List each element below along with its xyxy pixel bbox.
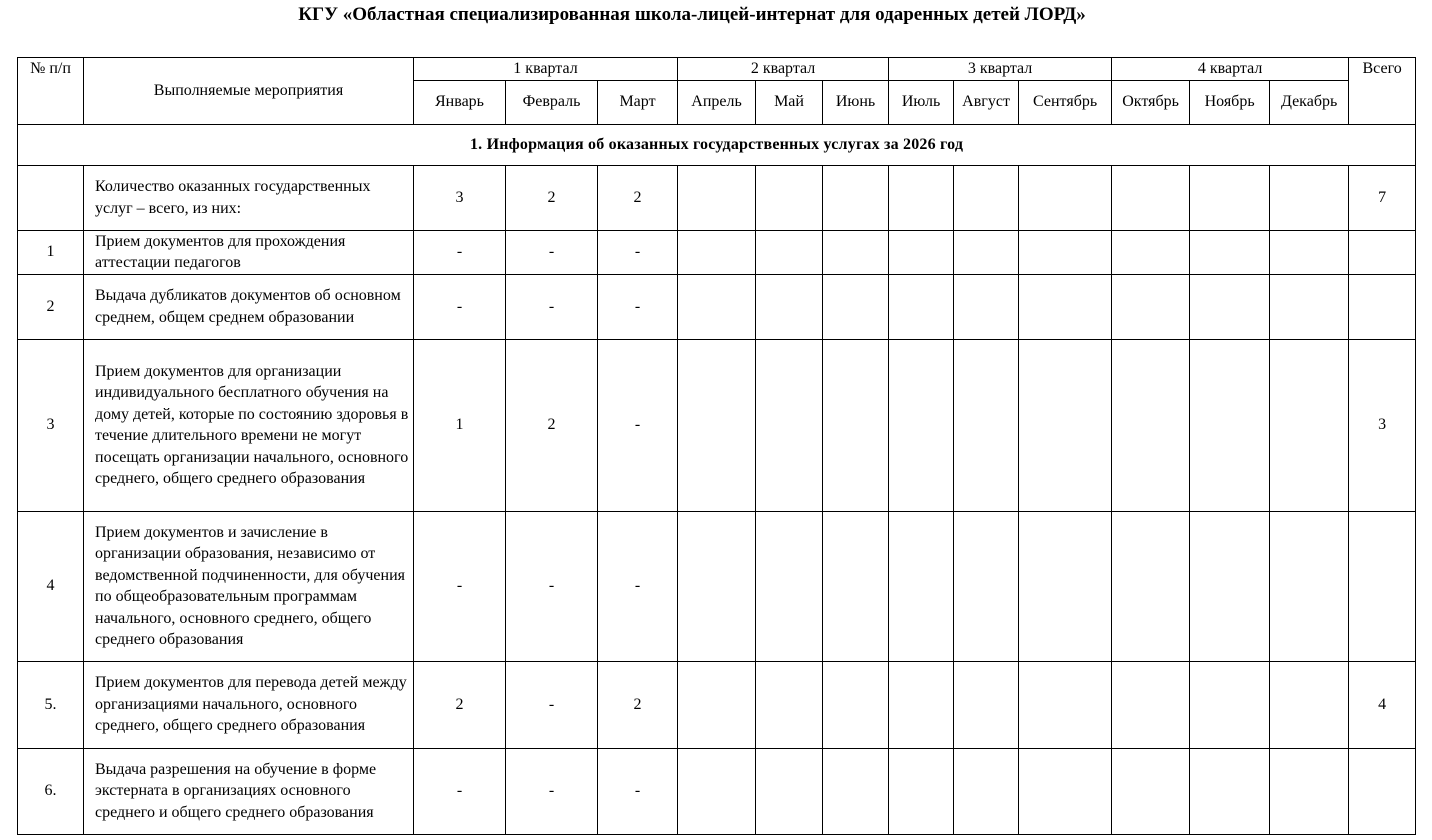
- row-value-sep: [1019, 230, 1112, 274]
- row-value-mar: -: [598, 339, 678, 511]
- row-value-may: [756, 339, 823, 511]
- row-total: [1349, 230, 1416, 274]
- row-value-dec: [1270, 274, 1349, 339]
- row-value-may: [756, 511, 823, 661]
- row-value-mar: 2: [598, 661, 678, 748]
- header-month-nov: Ноябрь: [1190, 80, 1270, 124]
- row-value-jan: 2: [414, 661, 506, 748]
- row-num: 4: [18, 511, 84, 661]
- row-value-feb: -: [506, 748, 598, 834]
- row-value-feb: 2: [506, 165, 598, 230]
- section-row: [18, 124, 1416, 165]
- row-value-aug: [954, 661, 1019, 748]
- row-total: 3: [1349, 339, 1416, 511]
- row-value-nov: [1190, 165, 1270, 230]
- row-value-oct: [1112, 748, 1190, 834]
- row-value-aug: [954, 165, 1019, 230]
- row-num: 1: [18, 230, 84, 274]
- row-value-aug: [954, 274, 1019, 339]
- row-value-sep: [1019, 511, 1112, 661]
- table-row: [18, 339, 1416, 511]
- row-num: 5.: [18, 661, 84, 748]
- row-value-jan: -: [414, 274, 506, 339]
- header-quarter-2: 2 квартал: [678, 58, 889, 81]
- row-value-jun: [823, 511, 889, 661]
- document-title: КГУ «Областная специализированная школа-лицей-интернат для одаренных детей ЛОРД»: [298, 4, 1086, 25]
- row-description: Количество оказанных государственных услуг – всего, из них:: [84, 165, 414, 230]
- row-value-mar: -: [598, 274, 678, 339]
- row-value-dec: [1270, 661, 1349, 748]
- row-value-may: [756, 165, 823, 230]
- row-value-mar: -: [598, 230, 678, 274]
- row-description: Прием документов для организации индивидуального бесплатного обучения на дому детей, которые по состоянию здоровья в течение длительного времени не могут посещать организации начального, основного среднего, общего среднего образования: [84, 339, 414, 511]
- table-row: [18, 165, 1416, 230]
- header-month-feb: Февраль: [506, 80, 598, 124]
- row-value-oct: [1112, 165, 1190, 230]
- row-description: Прием документов и зачисление в организации образования, независимо от ведомственной подчиненности, для обучения по общеобразовательным программам начального, основного среднего, общего среднего образования: [84, 511, 414, 661]
- row-num: 6.: [18, 748, 84, 834]
- row-value-jul: [889, 274, 954, 339]
- row-value-nov: [1190, 274, 1270, 339]
- row-value-oct: [1112, 274, 1190, 339]
- row-value-sep: [1019, 165, 1112, 230]
- row-value-nov: [1190, 748, 1270, 834]
- row-description: Прием документов для перевода детей между организациями начального, основного среднего, общего среднего образования: [84, 661, 414, 748]
- row-value-aug: [954, 511, 1019, 661]
- row-value-jan: -: [414, 511, 506, 661]
- row-value-jan: 1: [414, 339, 506, 511]
- row-value-may: [756, 274, 823, 339]
- row-value-jan: -: [414, 230, 506, 274]
- row-value-sep: [1019, 661, 1112, 748]
- row-value-mar: -: [598, 511, 678, 661]
- row-value-apr: [678, 511, 756, 661]
- header-month-sep: Сентябрь: [1019, 80, 1112, 124]
- row-num: [18, 165, 84, 230]
- row-value-mar: -: [598, 748, 678, 834]
- row-value-jul: [889, 230, 954, 274]
- table-row: [18, 748, 1416, 834]
- row-value-nov: [1190, 511, 1270, 661]
- header-month-may: Май: [756, 80, 823, 124]
- row-value-sep: [1019, 748, 1112, 834]
- row-value-jan: 3: [414, 165, 506, 230]
- row-value-oct: [1112, 511, 1190, 661]
- row-num: 2: [18, 274, 84, 339]
- table-row: [18, 661, 1416, 748]
- row-value-jun: [823, 274, 889, 339]
- row-total: 7: [1349, 165, 1416, 230]
- header-quarter-3: 3 квартал: [889, 58, 1112, 81]
- header-quarter-1: 1 квартал: [414, 58, 678, 81]
- header-quarter-4: 4 квартал: [1112, 58, 1349, 81]
- row-value-nov: [1190, 230, 1270, 274]
- row-value-sep: [1019, 339, 1112, 511]
- row-value-jun: [823, 230, 889, 274]
- row-value-aug: [954, 748, 1019, 834]
- row-value-feb: -: [506, 511, 598, 661]
- row-value-apr: [678, 661, 756, 748]
- header-month-mar: Март: [598, 80, 678, 124]
- row-value-may: [756, 230, 823, 274]
- header-month-jun: Июнь: [823, 80, 889, 124]
- header-month-oct: Октябрь: [1112, 80, 1190, 124]
- row-value-feb: -: [506, 274, 598, 339]
- row-description: Прием документов для прохождения аттестации педагогов: [84, 230, 414, 274]
- header-activities: Выполняемые мероприятия: [84, 58, 414, 125]
- header-row-quarters: [18, 58, 1416, 81]
- header-month-aug: Август: [954, 80, 1019, 124]
- row-value-feb: -: [506, 661, 598, 748]
- services-report-table: [17, 57, 1416, 835]
- row-value-sep: [1019, 274, 1112, 339]
- row-value-oct: [1112, 339, 1190, 511]
- row-total: [1349, 511, 1416, 661]
- row-total: 4: [1349, 661, 1416, 748]
- row-value-apr: [678, 748, 756, 834]
- row-value-apr: [678, 230, 756, 274]
- row-value-feb: 2: [506, 339, 598, 511]
- header-month-jan: Январь: [414, 80, 506, 124]
- table-row: [18, 230, 1416, 274]
- row-description: Выдача разрешения на обучение в форме экстерната в организациях основного среднего и общего среднего образования: [84, 748, 414, 834]
- row-value-apr: [678, 339, 756, 511]
- row-value-oct: [1112, 661, 1190, 748]
- row-value-dec: [1270, 339, 1349, 511]
- row-value-apr: [678, 165, 756, 230]
- row-value-nov: [1190, 339, 1270, 511]
- row-value-mar: 2: [598, 165, 678, 230]
- row-value-dec: [1270, 748, 1349, 834]
- table-row: [18, 511, 1416, 661]
- table-row: [18, 274, 1416, 339]
- row-value-jun: [823, 165, 889, 230]
- row-value-may: [756, 661, 823, 748]
- header-month-apr: Апрель: [678, 80, 756, 124]
- row-value-dec: [1270, 511, 1349, 661]
- row-value-jun: [823, 748, 889, 834]
- header-total: Всего: [1349, 58, 1416, 125]
- row-description: Выдача дубликатов документов об основном среднем, общем среднем образовании: [84, 274, 414, 339]
- row-total: [1349, 274, 1416, 339]
- row-value-may: [756, 748, 823, 834]
- row-value-aug: [954, 230, 1019, 274]
- row-num: 3: [18, 339, 84, 511]
- header-month-dec: Декабрь: [1270, 80, 1349, 124]
- row-value-jul: [889, 748, 954, 834]
- section-title: 1. Информация об оказанных государственных услугах за 2026 год: [18, 124, 1416, 165]
- row-total: [1349, 748, 1416, 834]
- row-value-jul: [889, 661, 954, 748]
- row-value-feb: -: [506, 230, 598, 274]
- row-value-apr: [678, 274, 756, 339]
- header-month-jul: Июль: [889, 80, 954, 124]
- row-value-dec: [1270, 230, 1349, 274]
- row-value-dec: [1270, 165, 1349, 230]
- row-value-oct: [1112, 230, 1190, 274]
- row-value-jun: [823, 661, 889, 748]
- row-value-nov: [1190, 661, 1270, 748]
- row-value-jul: [889, 165, 954, 230]
- row-value-aug: [954, 339, 1019, 511]
- header-num: № п/п: [18, 58, 84, 125]
- row-value-jul: [889, 339, 954, 511]
- row-value-jun: [823, 339, 889, 511]
- row-value-jul: [889, 511, 954, 661]
- row-value-jan: -: [414, 748, 506, 834]
